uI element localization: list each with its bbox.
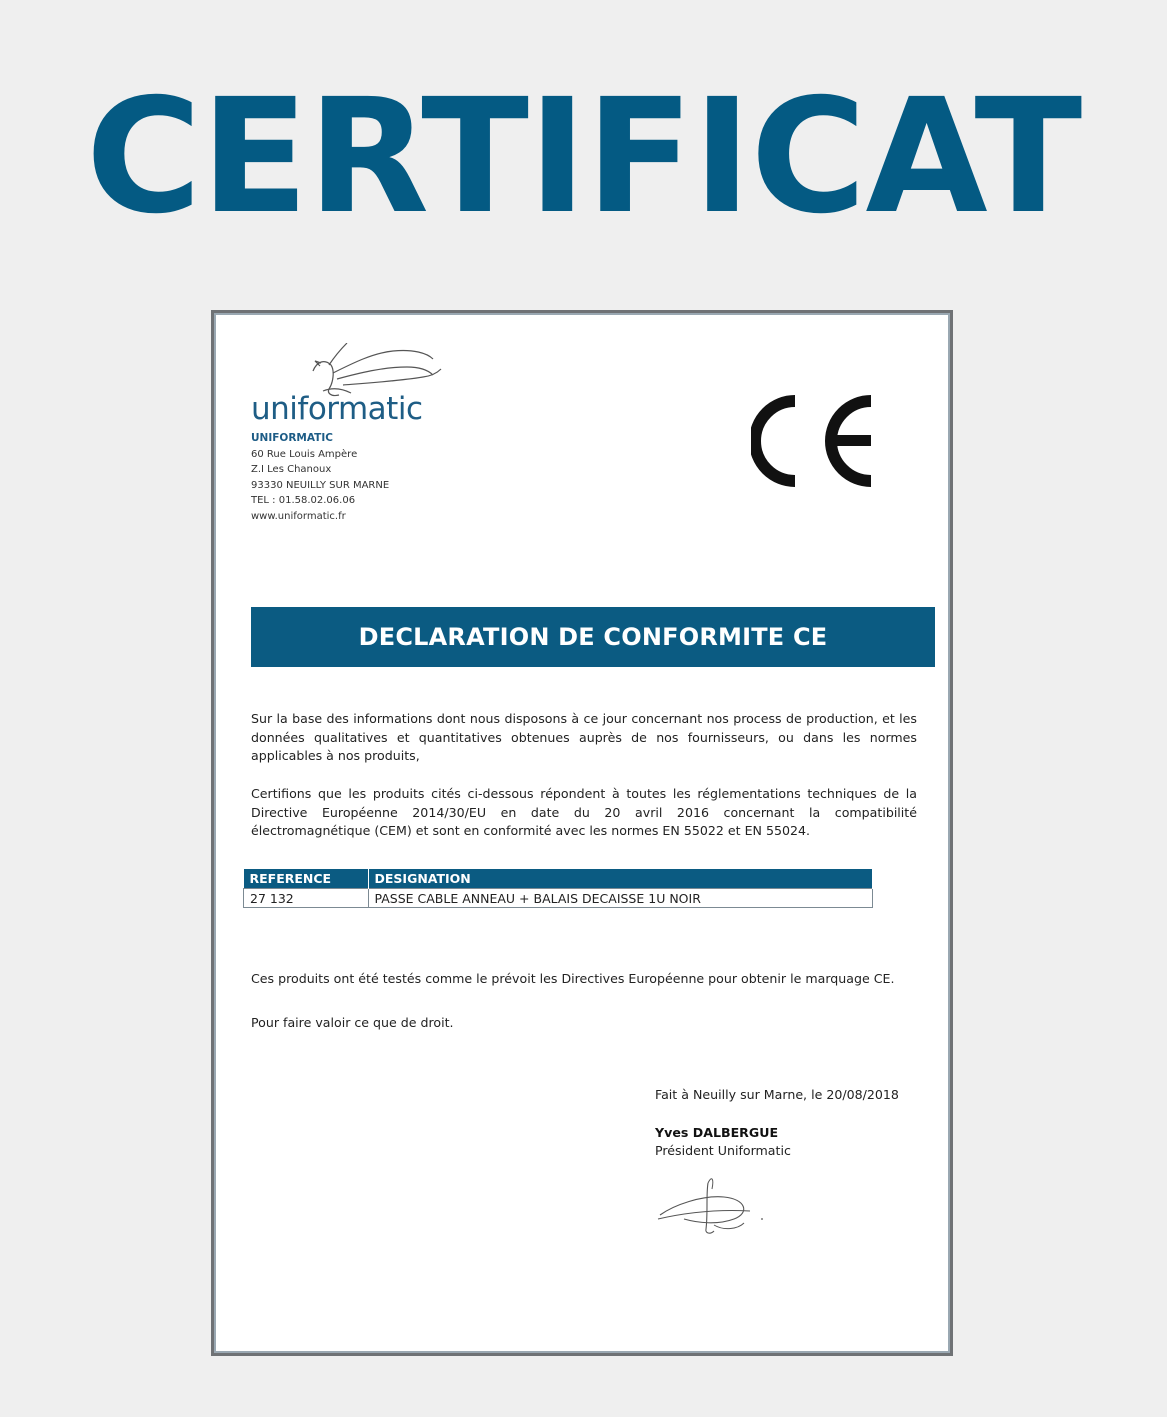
company-name: UNIFORMATIC — [251, 432, 333, 444]
signer-title: Président Uniformatic — [655, 1143, 791, 1158]
column-header-designation: DESIGNATION — [368, 869, 873, 889]
table-row — [244, 889, 873, 908]
closing-paragraph: Pour faire valoir ce que de droit. — [251, 1015, 454, 1030]
certification-paragraph: Certifions que les produits cités ci-dessous répondent à toutes les réglementations techniques de la Directive Européenne 2014/30/EU en date du 20 avril 2016 concernant la compatibilité électromagnétique (CEM) et sont en conformité avec les normes EN 55022 et EN 55024. — [251, 786, 917, 838]
declaration-title: DECLARATION DE CONFORMITE CE — [251, 607, 935, 667]
company-logo — [251, 347, 441, 432]
ce-mark-icon — [751, 395, 877, 487]
address-line: 60 Rue Louis Ampère — [251, 448, 358, 460]
place-date: Fait à Neuilly sur Marne, le 20/08/2018 — [655, 1087, 899, 1102]
certificate-document — [211, 310, 953, 1356]
cell-reference: 27 132 — [244, 889, 369, 908]
signer-name: Yves DALBERGUE — [655, 1125, 779, 1140]
address-line: 93330 NEUILLY SUR MARNE — [251, 479, 390, 491]
address-line: Z.I Les Chanoux — [251, 464, 332, 475]
product-table — [243, 869, 873, 908]
company-address — [251, 431, 389, 524]
address-line: TEL : 01.58.02.06.06 — [251, 495, 356, 506]
address-line: www.uniformatic.fr — [251, 510, 346, 522]
column-header-reference: REFERENCE — [244, 869, 369, 889]
intro-paragraph: Sur la base des informations dont nous disposons à ce jour concernant nos process de production, et les données qualitatives et quantitatives obtenues auprès de nos fournisseurs, ou dans les normes applicables à nos produits, — [251, 711, 917, 763]
table-header-row — [244, 869, 873, 889]
testing-paragraph: Ces produits ont été testés comme le prévoit les Directives Européenne pour obtenir le marquage CE. — [251, 971, 895, 986]
cell-designation: PASSE CABLE ANNEAU + BALAIS DECAISSE 1U NOIR — [368, 889, 873, 908]
signature-icon — [654, 1159, 774, 1237]
logo-wordmark: uniformatic — [251, 391, 423, 427]
page-title: CERTIFICAT — [85, 65, 1082, 249]
